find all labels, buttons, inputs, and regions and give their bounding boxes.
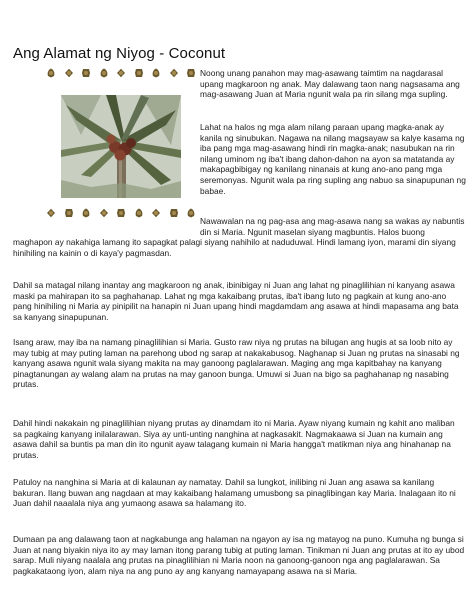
tribal-ornament-icon: [116, 68, 126, 78]
tribal-ornament-icon: [64, 68, 74, 78]
illustration-figure: [46, 68, 196, 221]
paragraph-3-text: Nawawalan na ng pag-asa ang mag-asawa nang sa wakas ay nabuntis din si Maria. Ngunit maselan siyang magbuntis. Halos buong maghapon ay nakahiga lamang ito sapagkat palagi siyang nahihilo at naduduwal. Hindi lamang iyon, marami din siyang hinihiling na kainin o di kaya'y pagmasdan.: [13, 216, 465, 258]
paragraph-3: [13, 216, 465, 258]
paragraph-5: Isang araw, may iba na namang pinaglilihian si Maria. Gusto raw niya ng prutas na bilugan ang hugis at sa loob nito ay may tubig at may puting laman na parehong ubod ng sarap at nakakabusog. Naghanap si Juan ng prutas na sinasabi ng kanyang asawa ngunit wala siyang makita na may ganoong paglalarawan. Maging ang mga kapitbahay na kanyang pinagtanungan ay walang alam na prutas na may ganoon bunga. Umuwi si Juan na bigo sa paghahanap ng nasabing prutas.: [13, 337, 460, 390]
tribal-ornament-icon: [99, 68, 109, 78]
figure-wrap-spacer: [13, 216, 200, 237]
tribal-ornament-icon: [46, 68, 56, 78]
tribal-ornament-icon: [151, 68, 161, 78]
paragraph-8: Dumaan pa ang dalawang taon at nagkabunga ang halaman na ngayon ay isa ng matayog na puno. Kumuha ng bunga si Juan at nang biyakin niya ito ay may laman itong parang tubig at puting laman. Tinikman ni Juan ang prutas at ito ay ubod sarap. Muli niyang naalala ang prutas na pinaglilihian ni Maria noon na ganoong-ganoon nga ang paglalarawan. Sa pagkakataong iyon, alam niya na ang puno ay ang kanyang namayapang asawa na si Maria.: [13, 534, 465, 576]
paragraph-2: Lahat na halos ng mga alam nilang paraan upang magka-anak ay kanila ng sinubukan. Nagawa na nilang magsayaw sa kalye kasama ng iba pang mga mag-asawang hindi rin magka-anak; nasubukan na rin nilang uminom ng iba't ibang dahon-dahon na ayon sa matatanda ay makapagbibigay ng kanilang ninanais at kung ano-ano pang mga seremonyas. Ngunit wala pa ring supling ang nabuo sa sinapupunan ng babae.: [200, 122, 466, 196]
document-title: Ang Alamat ng Niyog - Coconut: [13, 45, 226, 63]
paragraph-7: Patuloy na nanghina si Maria at di kalaunan ay namatay. Dahil sa lungkot, inilibing ni Juan ang asawa sa kanilang bakuran. Ilang buwan ang nagdaan at may kakaibang halamang umusbong sa pinaglibingan kay Maria. Inalagaan ito ni Juan dahil naaalala niya ang yumaong asawa sa halamang ito.: [13, 477, 456, 509]
tribal-ornament-icon: [169, 68, 179, 78]
ornament-border-top: [46, 68, 196, 78]
paragraph-6: Dahil hindi nakakain ng pinaglilihian niyang prutas ay dinamdam ito ni Maria. Ayaw niyang kumain ng kahit ano maliban sa pagkaing kanyang inilalarawan. Siya ay unti-unting nanghina at nagkasakit. Nagmakaawa si Juan na kumain ang asawa dahil sa buntis pa man din ito ngunit ayaw talagang kumain ni Maria hangga't matikman niya ang hinahanap na prutas.: [13, 418, 455, 460]
tribal-ornament-icon: [134, 68, 144, 78]
tribal-ornament-icon: [186, 68, 196, 78]
coconut-tree-photo: [61, 95, 181, 198]
paragraph-4: Dahil sa matagal nilang inantay ang magkaroon ng anak, ibinibigay ni Juan ang lahat ng pinaglilihian ni kanyang asawa maski pa mahirapan ito sa paghahanap. Lahat ng mga kakaibang prutas, iba't ibang luto ng pagkain at kung ano-ano pang hinihiling ni Maria ay pinipilit na hanapin ni Juan upang hindi magdamdam ang asawa at hindi mapasama ang bata sa kanyang sinapupunan.: [13, 280, 459, 322]
paragraph-1: Noong unang panahon may mag-asawang taimtim na nagdarasal upang magkaroon ng anak. May dalawang taon nang nagsasama ang mag-asawang Juan at Maria ngunit wala pa rin silang mga supling.: [200, 68, 460, 100]
tribal-ornament-icon: [81, 68, 91, 78]
